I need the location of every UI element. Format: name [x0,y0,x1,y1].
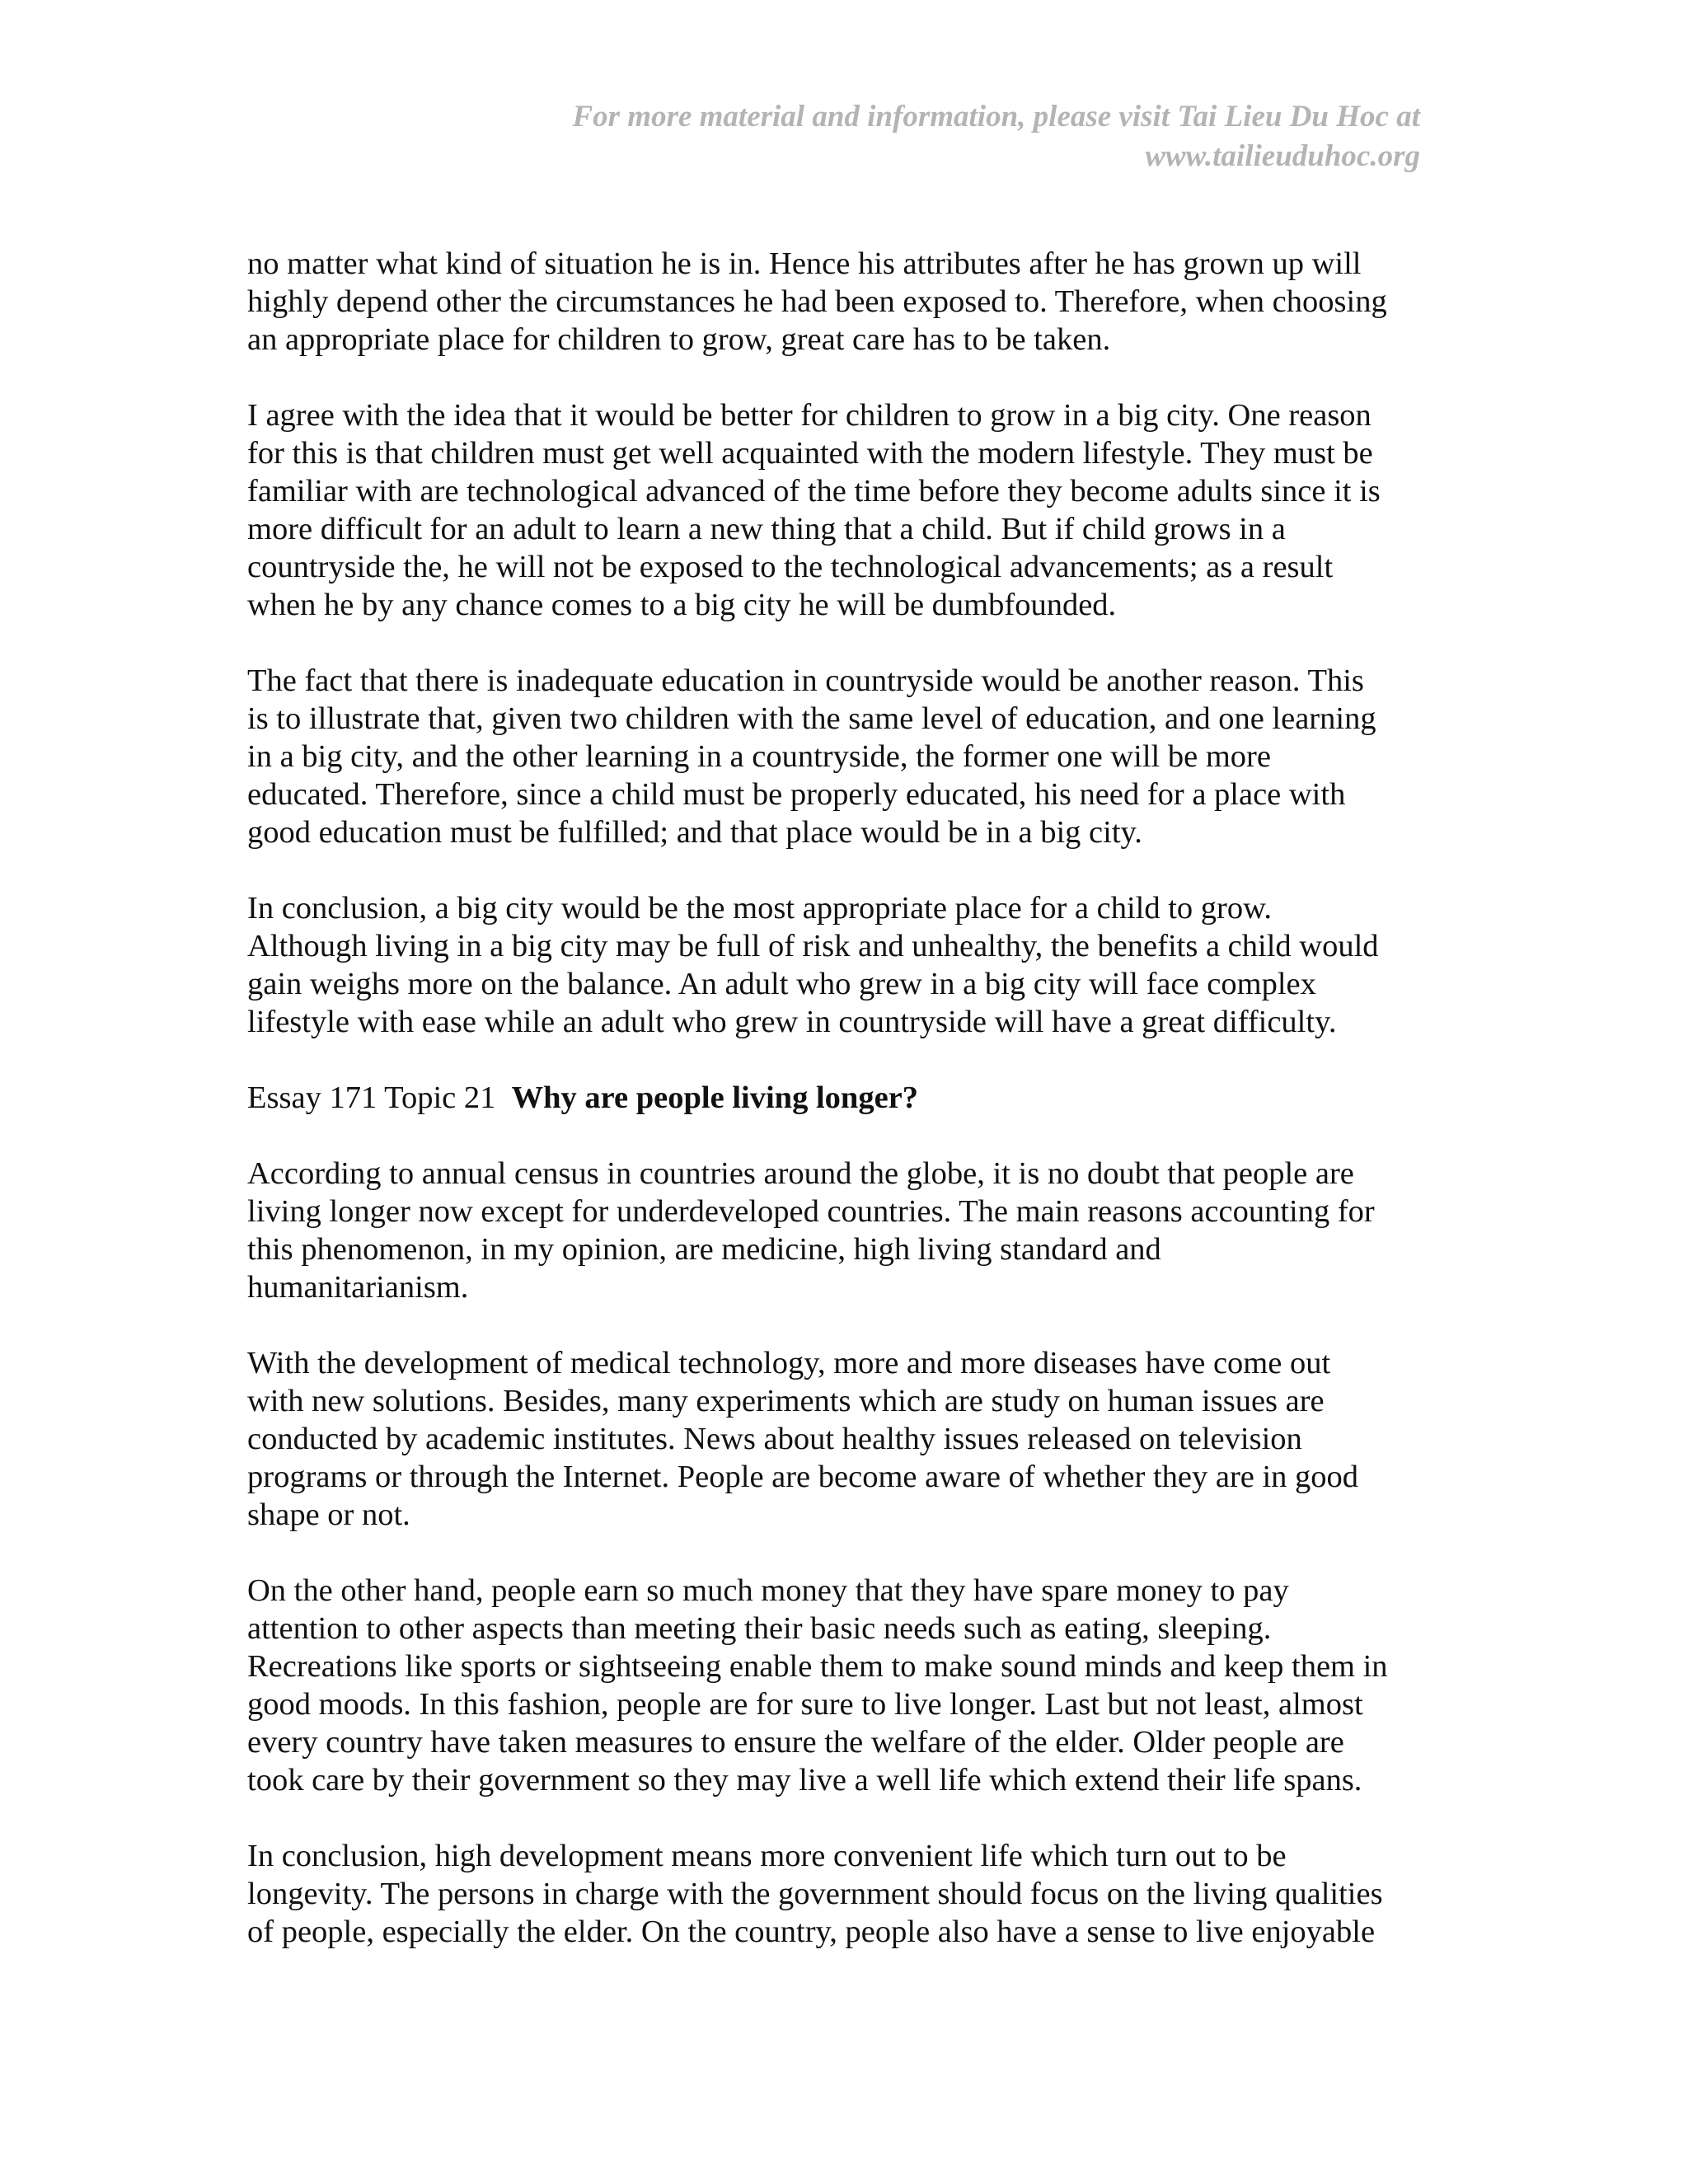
essay-number: Essay 171 Topic 21 [247,1080,496,1115]
text-line: for this is that children must get well acquainted with the modern lifestyle. They must be [247,436,1373,471]
text-line: every country have taken measures to ensure the welfare of the elder. Older people are [247,1725,1344,1760]
text-line: conducted by academic institutes. News about healthy issues released on television [247,1422,1302,1456]
text-line: good moods. In this fashion, people are for sure to live longer. Last but not least, almost [247,1687,1363,1722]
text-line: Recreations like sports or sightseeing enable them to make sound minds and keep them in [247,1649,1388,1684]
text-line: programs or through the Internet. People are become aware of whether they are in good [247,1460,1359,1494]
text-line: longevity. The persons in charge with the government should focus on the living qualities [247,1877,1383,1911]
text-line: humanitarianism. [247,1270,469,1305]
text-line: attention to other aspects than meeting their basic needs such as eating, sleeping. [247,1611,1272,1646]
text-line: when he by any chance comes to a big city he will be dumbfounded. [247,588,1117,622]
paragraph [247,662,1434,851]
text-line: lifestyle with ease while an adult who grew in countryside will have a great difficulty. [247,1005,1337,1039]
text-line: an appropriate place for children to grow, great care has to be taken. [247,322,1111,357]
text-line: this phenomenon, in my opinion, are medicine, high living standard and [247,1232,1161,1267]
paragraph [247,1837,1434,1951]
paragraph [247,245,1434,359]
text-line: took care by their government so they may live a well life which extend their life spans. [247,1763,1362,1797]
text-line: I agree with the idea that it would be better for children to grow in a big city. One reason [247,398,1372,433]
text-line: With the development of medical technology, more and more diseases have come out [247,1346,1331,1380]
text-line: more difficult for an adult to learn a new thing that a child. But if child grows in a [247,512,1286,546]
text-line: In conclusion, a big city would be the most appropriate place for a child to grow. [247,891,1273,926]
text-line: According to annual census in countries around the globe, it is no doubt that people are [247,1156,1354,1191]
document-body [247,245,1434,1989]
text-line: with new solutions. Besides, many experiments which are study on human issues are [247,1384,1325,1418]
text-line: no matter what kind of situation he is in. Hence his attributes after he has grown up will [247,246,1362,281]
text-line: Although living in a big city may be full of risk and unhealthy, the benefits a child would [247,929,1379,963]
paragraph [247,1344,1434,1534]
text-line: living longer now except for underdeveloped countries. The main reasons accounting for [247,1194,1375,1229]
text-line: of people, especially the elder. On the country, people also have a sense to live enjoyable [247,1915,1376,1949]
text-line: familiar with are technological advanced of the time before they become adults since it is [247,474,1381,509]
header-line-1: For more material and information, please visit Tai Lieu Du Hoc at [572,100,1420,134]
text-line: On the other hand, people earn so much money that they have spare money to pay [247,1573,1289,1608]
text-line: The fact that there is inadequate education in countryside would be another reason. This [247,663,1364,698]
text-line: good education must be fulfilled; and that place would be in a big city. [247,815,1142,850]
text-line: shape or not. [247,1497,410,1532]
text-line: highly depend other the circumstances he had been exposed to. Therefore, when choosing [247,284,1387,319]
paragraph [247,1155,1434,1306]
text-line: is to illustrate that, given two children with the same level of education, and one learning [247,701,1376,736]
text-line: countryside the, he will not be exposed to the technological advancements; as a result [247,550,1334,584]
header-url: www.tailieuduhoc.org [1145,139,1420,173]
text-line: in a big city, and the other learning in a countryside, the former one will be more [247,739,1271,774]
paragraph [247,1572,1434,1799]
essay-heading [247,1079,1434,1117]
text-line: In conclusion, high development means more convenient life which turn out to be [247,1839,1287,1873]
essay-title: Why are people living longer? [511,1080,919,1115]
text-line: educated. Therefore, since a child must be properly educated, his need for a place with [247,777,1346,812]
paragraph [247,889,1434,1041]
page-header [431,97,1420,176]
text-line: gain weighs more on the balance. An adult who grew in a big city will face complex [247,967,1316,1001]
paragraph [247,396,1434,624]
